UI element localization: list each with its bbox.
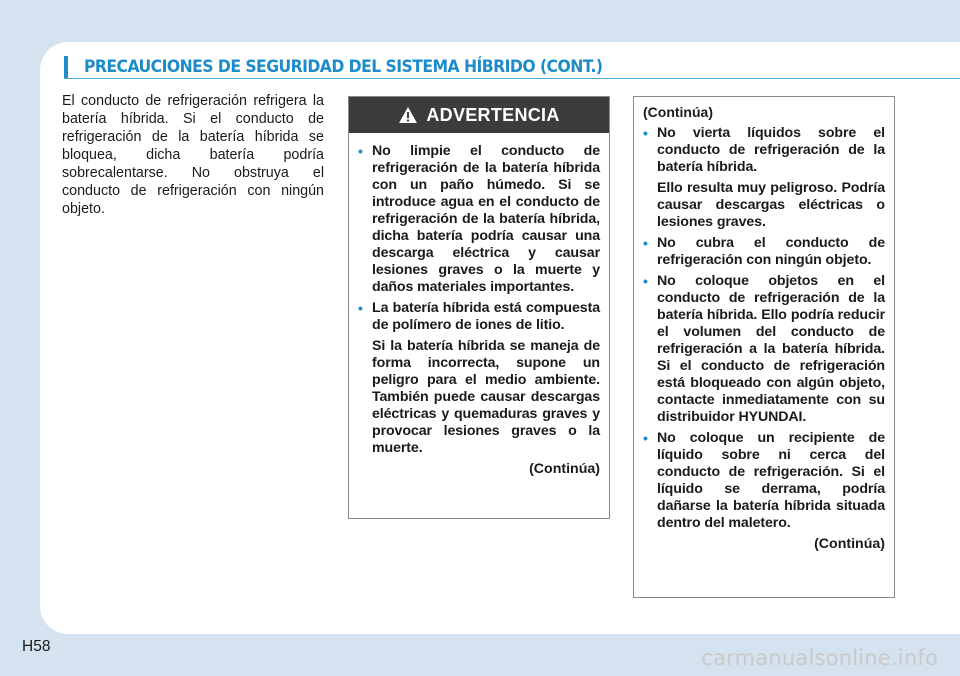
header-divider: [64, 78, 960, 79]
bullet-dot-icon: •: [643, 235, 648, 251]
bullet-dot-icon: •: [643, 273, 648, 289]
header-accent-bar: [64, 56, 68, 78]
warning-triangle-icon: [398, 106, 418, 124]
continued-heading: (Continúa): [643, 104, 713, 120]
bullet-text: No coloque objetos en el conducto de refrigeración de la batería híbrida. Ello podría reducir el volumen del conducto de refrigeración a la batería híbrida. Si el conducto de refrigeración está bloqueado con algún objeto, contacte inmediatamente con su distribuidor HYUNDAI.: [657, 273, 885, 425]
bullet-subtext: Si la batería híbrida se maneja de forma incorrecta, supone un peligro para el medio ambiente. También puede causar descargas eléctricas y quemaduras graves y provocar lesiones graves o la muerte.: [372, 338, 600, 456]
bullet-text: No cubra el conducto de refrigeración con ningún objeto.: [657, 235, 885, 268]
bullet-item: [643, 125, 885, 231]
section-title: PRECAUCIONES DE SEGURIDAD DEL SISTEMA HÍBRIDO (CONT.): [84, 57, 603, 77]
warning-header: [349, 97, 609, 133]
watermark: carmanualsonline.info: [701, 646, 938, 670]
bullet-dot-icon: •: [358, 300, 363, 316]
page-number: H58: [22, 638, 51, 655]
bullet-text: No limpie el conducto de refrigeración de la batería híbrida con un paño húmedo. Si se introduce agua en el conducto de refrigeración de la batería híbrida, dicha batería podría causar una descarga eléctrica y causar lesiones graves o la muerte y daños materiales importantes.: [372, 143, 600, 295]
continued-box: [633, 96, 895, 598]
bullet-text: La batería híbrida está compuesta de polímero de iones de litio.: [372, 300, 600, 333]
bullet-subtext: Ello resulta muy peligroso. Podría causar descargas eléctricas o lesiones graves.: [657, 180, 885, 230]
warning-body: [349, 133, 609, 478]
bullet-dot-icon: •: [643, 125, 648, 141]
bullet-item: [643, 235, 885, 269]
bullet-item: [358, 143, 600, 296]
bullet-dot-icon: •: [643, 430, 648, 446]
bullet-item: [643, 430, 885, 532]
bullet-item: [358, 300, 600, 457]
warning-title: ADVERTENCIA: [426, 104, 560, 125]
warning-continua: (Continúa): [529, 461, 600, 477]
continued-list: [643, 125, 885, 532]
continued-body: [634, 97, 894, 553]
continued-continua: (Continúa): [814, 536, 885, 552]
bullet-text: No vierta líquidos sobre el conducto de refrigeración de la batería híbrida.: [657, 125, 885, 175]
bullet-text: No coloque un recipiente de líquido sobre ni cerca del conducto de refrigeración. Si el líquido se derrama, podría dañarse la batería híbrida situada dentro del maletero.: [657, 430, 885, 531]
section-header: [64, 56, 648, 78]
warning-box: [348, 96, 610, 519]
warning-list: [358, 143, 600, 457]
bullet-dot-icon: •: [358, 143, 363, 159]
intro-paragraph: El conducto de refrigeración refrigera la batería híbrida. Si el conducto de refrigeración de la batería híbrida se bloquea, dicha batería podría sobrecalentarse. No obstruya el conducto de refrigeración con ningún objeto.: [62, 93, 324, 217]
bullet-item: [643, 273, 885, 426]
